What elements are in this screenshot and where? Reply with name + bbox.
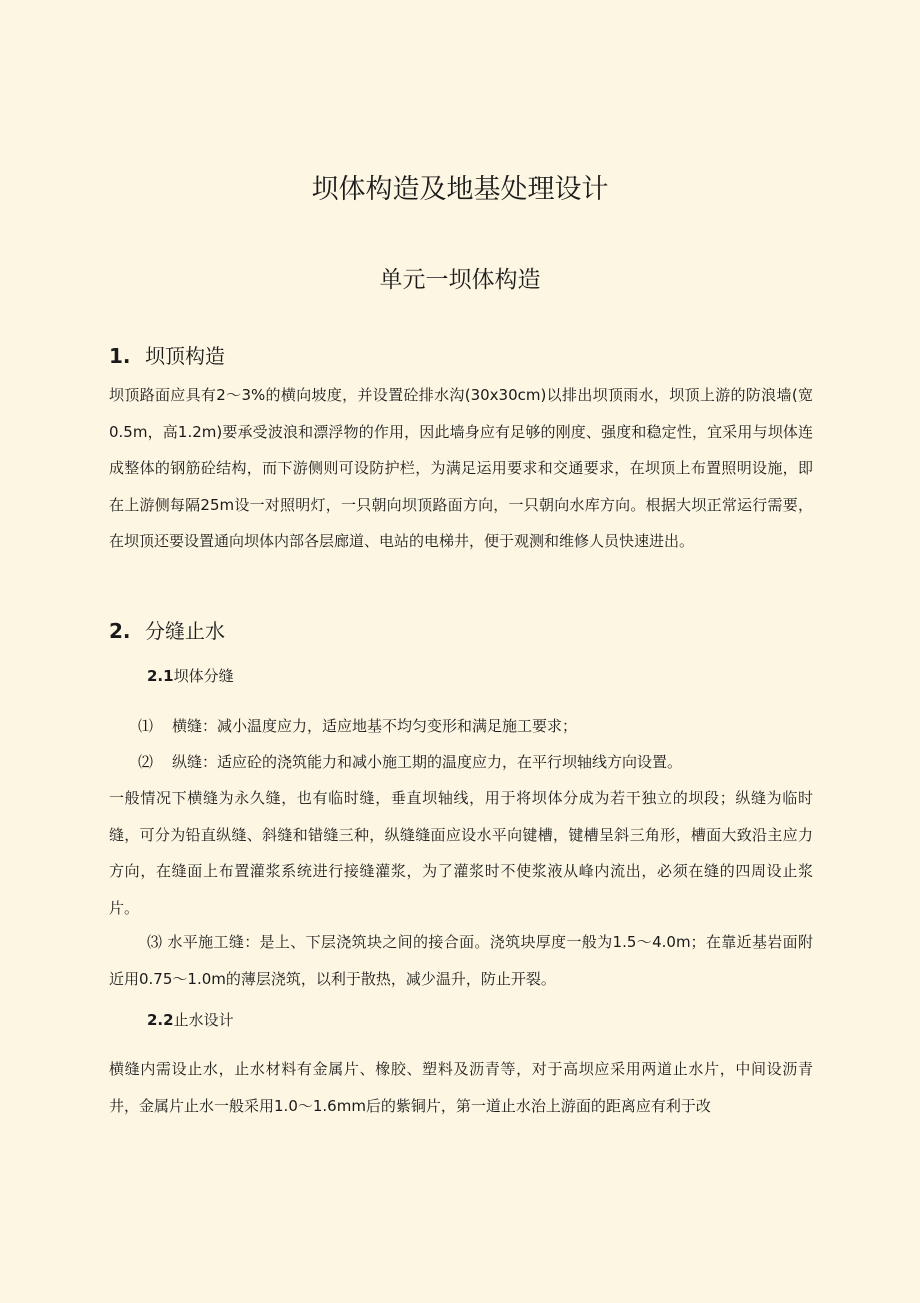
section-1-title: 坝顶构造 [145, 344, 225, 368]
document-title: 坝体构造及地基处理设计 [311, 174, 609, 205]
subsection-2-2-heading [147, 1009, 234, 1031]
subsection-2-1-heading [147, 665, 234, 687]
subsection-2-1-title: 坝体分缝 [173, 667, 234, 685]
subsection-2-2-title: 止水设计 [173, 1011, 234, 1029]
section-1-paragraph: 坝顶路面应具有2～3%的横向坡度，并设置砼排水沟(30x30cm)以排出坝顶雨水，坝顶上游的防浪墙(宽0.5m，高1.2m)要承受波浪和漂浮物的作用，因此墙身应有足够的刚度、强度和稳定性，宜采用与坝体连成整体的钢筋砼结构，而下游侧则可设防护栏，为满足运用要求和交通要求，在坝顶上布置照明设施，即在上游侧每隔25m设一对照明灯，一只朝向坝顶路面方向，一只朝向水库方向。根据大坝正常运行需要，在坝顶还要设置通向坝体内部各层廊道、电站的电梯井，便于观测和维修人员快速进出。 [109, 386, 813, 550]
waterstop-paragraph: 横缝内需设止水，止水材料有金属片、橡胶、塑料及沥青等，对于高坝应采用两道止水片，中间设沥青井，金属片止水一般采用1.0～1.6mm后的紫铜片，第一道止水治上游面的距离应有利于改 [109, 1060, 813, 1115]
list-item-mark: ⑵ [138, 753, 154, 771]
list-item [138, 715, 577, 737]
subsection-2-1-number: 2.1 [147, 667, 174, 685]
joints-paragraph: 一般情况下横缝为永久缝，也有临时缝，垂直坝轴线，用于将坝体分成为若干独立的坝段；纵缝为临时缝，可分为铅直纵缝、斜缝和错缝三种，纵缝缝面应设水平向键槽，键槽呈斜三角形，槽面大致沿主应力方向，在缝面上布置灌浆系统进行接缝灌浆，为了灌浆时不使浆液从峰内流出，必须在缝的四周设止浆片。 [109, 789, 813, 917]
section-1-number: 1. [109, 344, 131, 368]
unit-title: 单元一坝体构造 [379, 267, 541, 293]
list-item-mark: ⑴ [138, 717, 154, 735]
section-2-number: 2. [109, 619, 131, 643]
subsection-2-2-number: 2.2 [147, 1011, 174, 1029]
section-2-heading [109, 617, 225, 645]
construction-joint-paragraph: ⑶ 水平施工缝：是上、下层浇筑块之间的接合面。浇筑块厚度一般为1.5～4.0m；在靠近基岩面附近用0.75～1.0m的薄层浇筑，以利于散热，减少温升，防止开裂。 [109, 933, 813, 988]
list-item-text: 横缝：减小温度应力，适应地基不均匀变形和满足施工要求； [172, 717, 578, 735]
section-1-heading [109, 342, 225, 370]
list-item [138, 751, 682, 773]
section-2-title: 分缝止水 [145, 619, 225, 643]
list-item-text: 纵缝：适应砼的浇筑能力和减小施工期的温度应力，在平行坝轴线方向设置。 [172, 753, 683, 771]
